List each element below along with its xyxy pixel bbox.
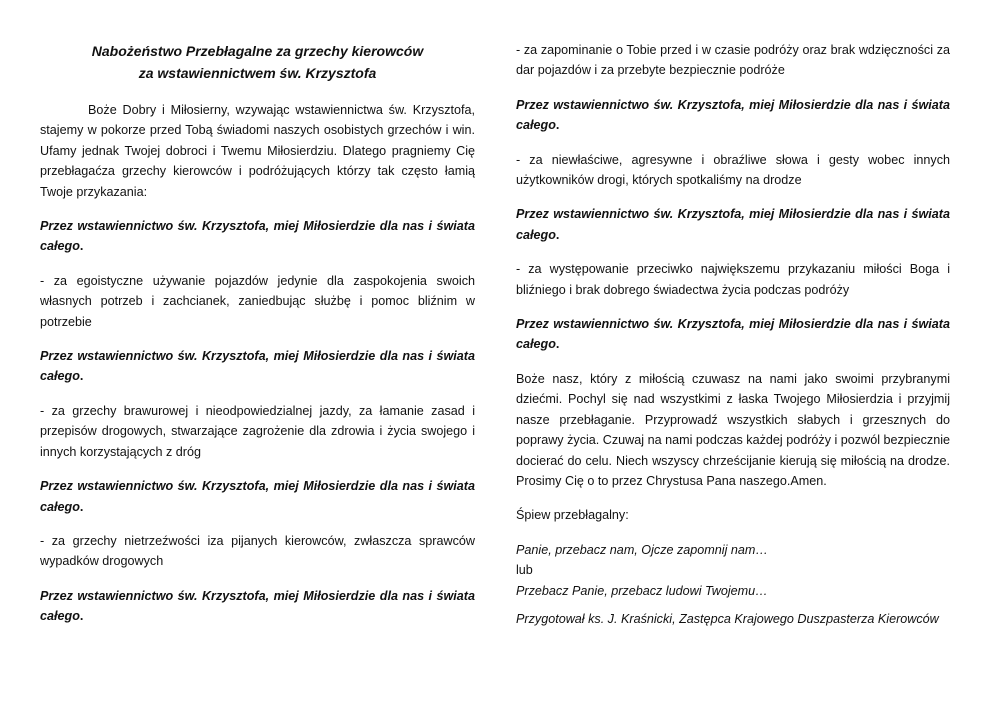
response	[516, 314, 950, 355]
response-text: Przez wstawiennictwo św. Krzysztofa, miej Miłosierdzie dla nas i świata całego	[516, 207, 950, 242]
title-line-2: za wstawiennictwem św. Krzysztofa	[138, 65, 377, 81]
response-period: .	[555, 118, 560, 133]
response-text: Przez wstawiennictwo św. Krzysztofa, miej Miłosierdzie dla nas i świata całego	[40, 219, 475, 254]
response-text: Przez wstawiennictwo św. Krzysztofa, miej Miłosierdzie dla nas i świata całego	[40, 479, 475, 514]
response-text: Przez wstawiennictwo św. Krzysztofa, miej Miłosierdzie dla nas i świata całego	[40, 349, 475, 384]
response-period: .	[555, 337, 560, 352]
song-or: lub	[516, 563, 533, 578]
response	[516, 204, 950, 245]
petition: - za grzechy nietrzeźwości iza pijanych kierowców, zwłaszcza sprawców wypadków drogowych	[40, 533, 475, 569]
petition: - za egoistyczne używanie pojazdów jedynie dla zaspokojenia swoich własnych potrzeb i zachcianek, zaniedbując służbę i pomoc bliźnim w potrzebie	[40, 273, 475, 329]
petition: - za grzechy brawurowej i nieodpowiedzialnej jazdy, za łamanie zasad i przepisów drogowych, stwarzające zagrożenie dla zdrowia i życia swojego i innych korzystających z dróg	[40, 403, 475, 459]
response	[40, 216, 475, 257]
intro-paragraph: Boże Dobry i Miłosierny, wzywając wstawiennictwa św. Krzysztofa, stajemy w pokorze przed Tobą świadomi naszych osobistych grzechów i win. Ufamy jednak Twojej dobroci i Twemu Miłosierdziu. Dlatego pragniemy Cię przebłagaćza grzechy kierowców i podróżujących którzy tak często łamią Twoje przykazania:	[40, 103, 475, 199]
response	[40, 476, 475, 517]
response-text: Przez wstawiennictwo św. Krzysztofa, miej Miłosierdzie dla nas i świata całego	[516, 97, 950, 133]
response-period: .	[555, 227, 560, 242]
response-period: .	[79, 609, 84, 624]
response	[516, 95, 950, 136]
response	[40, 586, 475, 627]
petition: - za niewłaściwe, agresywne i obraźliwe słowa i gesty wobec innych użytkowników drogi, których spotkaliśmy na drodze	[516, 152, 950, 188]
song-lines	[516, 540, 950, 601]
response-text: Przez wstawiennictwo św. Krzysztofa, miej Miłosierdzie dla nas i świata całego	[40, 588, 475, 624]
right-column	[516, 40, 950, 601]
response-period: .	[79, 499, 84, 514]
author-credit: Przygotował ks. J. Kraśnicki, Zastępca Krajowego Duszpasterza Kierowców	[516, 612, 939, 626]
response	[40, 346, 475, 387]
response-text: Przez wstawiennictwo św. Krzysztofa, miej Miłosierdzie dla nas i świata całego	[516, 317, 950, 352]
response-period: .	[79, 369, 84, 384]
petition: - za zapominanie o Tobie przed i w czasie podróży oraz brak wdzięczności za dar pojazdów i za przebyte bezpiecznie podróże	[516, 43, 950, 78]
song-line-2: Przebacz Panie, przebacz ludowi Twojemu…	[516, 583, 768, 598]
song-line-1: Panie, przebacz nam, Ojcze zapomnij nam…	[516, 542, 768, 557]
title-line-1: Nabożeństwo Przebłagalne za grzechy kierowców	[91, 43, 424, 59]
left-column	[40, 40, 475, 627]
song-label: Śpiew przebłagalny:	[516, 508, 629, 523]
closing-prayer: Boże nasz, który z miłością czuwasz na nami jako swoimi przybranymi dziećmi. Pochyl się nad wszystkimi z łaska Twojego Miłosierdzia i przyjmij nasze przebłaganie. Przyprowadź wszystkich słabych i grzesznych do poprawy życia. Czuwaj na nami podczas każdej podróży i pozwól bezpiecznie docierać do celu. Niech wszyscy chrześcijanie kierują się miłością na drodze. Prosimy Cię o to przez Chrystusa Pana naszego.Amen.	[516, 371, 951, 488]
petition: - za występowanie przeciwko największemu przykazaniu miłości Boga i bliźniego i brak dobrego świadectwa życia podczas podróży	[516, 262, 950, 297]
response-period: .	[79, 239, 84, 254]
document-title	[40, 40, 475, 84]
